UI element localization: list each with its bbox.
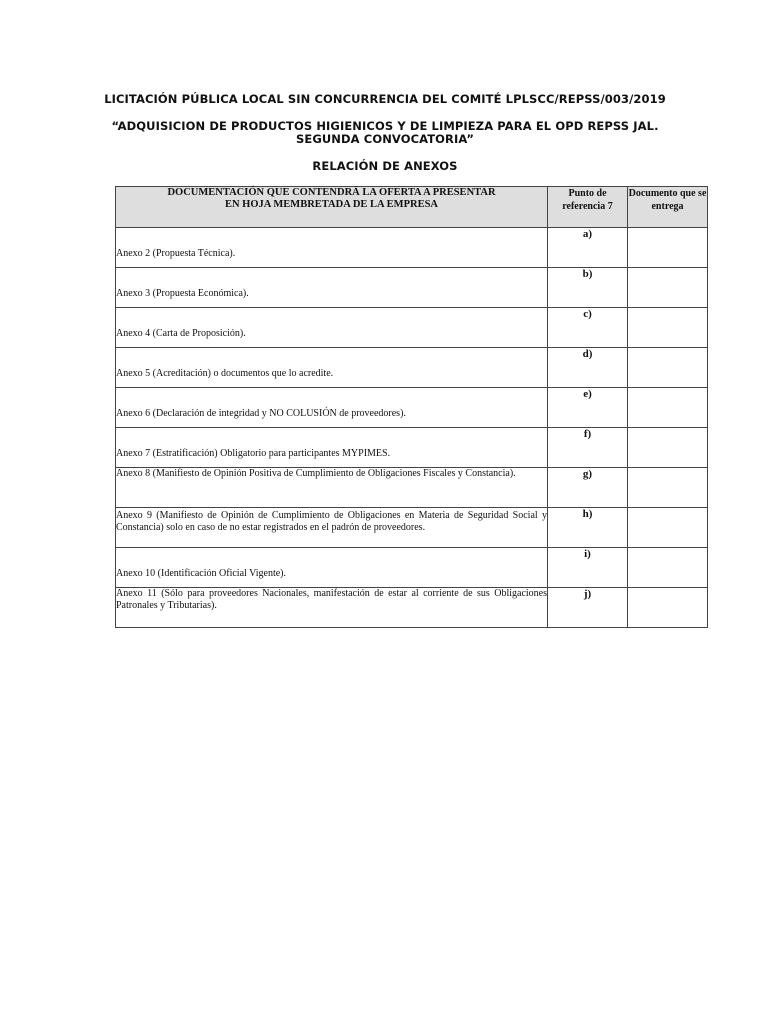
reference-point: d) [548,348,628,388]
delivered-column-header: Documento que se entrega [628,187,708,228]
reference-point: g) [548,468,628,508]
reference-point: i) [548,548,628,588]
table-header-row [116,187,708,228]
annex-description: Anexo 9 (Manifiesto de Opinión de Cumplimiento de Obligaciones en Materia de Seguridad Social y Constancia) solo en caso de no estar registrados en el padrón de proveedores. [116,508,548,548]
reference-point: a) [548,228,628,268]
reference-point: h) [548,508,628,548]
annex-description: Anexo 11 (Sólo para proveedores Nacionales, manifestación de estar al corriente de sus Obligaciones Patronales y Tributarias). [116,588,548,628]
reference-column-header: Punto de referencia 7 [548,187,628,228]
table-row [116,228,708,268]
delivered-cell[interactable] [628,508,708,548]
table-row [116,508,708,548]
delivered-cell[interactable] [628,468,708,508]
table-row [116,468,708,508]
documentation-column-header [116,187,548,228]
delivered-cell[interactable] [628,228,708,268]
reference-point: e) [548,388,628,428]
documentation-header-line-2: EN HOJA MEMBRETADA DE LA EMPRESA [224,199,439,210]
table-row [116,348,708,388]
document-subtitle-line-2: SEGUNDA CONVOCATORIA” [295,132,474,146]
table-row [116,308,708,348]
annex-description: Anexo 8 (Manifiesto de Opinión Positiva de Cumplimiento de Obligaciones Fiscales y Constancia). [116,468,548,508]
table-row [116,588,708,628]
document-subtitle-line-1: “ADQUISICION DE PRODUCTOS HIGIENICOS Y DE LIMPIEZA PARA EL OPD REPSS JAL. [111,119,659,133]
annex-description: Anexo 2 (Propuesta Técnica). [116,228,548,268]
annex-description: Anexo 4 (Carta de Proposición). [116,308,548,348]
annex-description: Anexo 5 (Acreditación) o documentos que lo acredite. [116,348,548,388]
reference-point: f) [548,428,628,468]
table-row [116,428,708,468]
delivered-cell[interactable] [628,268,708,308]
reference-point: j) [548,588,628,628]
table-row [116,268,708,308]
section-title: RELACIÓN DE ANEXOS [312,159,458,173]
annex-description: Anexo 6 (Declaración de integridad y NO COLUSIÓN de proveedores). [116,388,548,428]
annex-description: Anexo 3 (Propuesta Económica). [116,268,548,308]
document-title: LICITACIÓN PÚBLICA LOCAL SIN CONCURRENCIA DEL COMITÉ LPLSCC/REPSS/003/2019 [104,92,666,106]
delivered-cell[interactable] [628,308,708,348]
table-row [116,388,708,428]
delivered-cell[interactable] [628,588,708,628]
reference-point: b) [548,268,628,308]
annex-table [115,186,708,628]
reference-point: c) [548,308,628,348]
table-row [116,548,708,588]
annex-description: Anexo 10 (Identificación Oficial Vigente). [116,548,548,588]
delivered-cell[interactable] [628,548,708,588]
delivered-cell[interactable] [628,388,708,428]
delivered-cell[interactable] [628,428,708,468]
documentation-header-line-1: DOCUMENTACIÓN QUE CONTENDRÁ LA OFERTA A PRESENTAR [167,187,496,198]
annex-description: Anexo 7 (Estratificación) Obligatorio para participantes MYPIMES. [116,428,548,468]
delivered-cell[interactable] [628,348,708,388]
